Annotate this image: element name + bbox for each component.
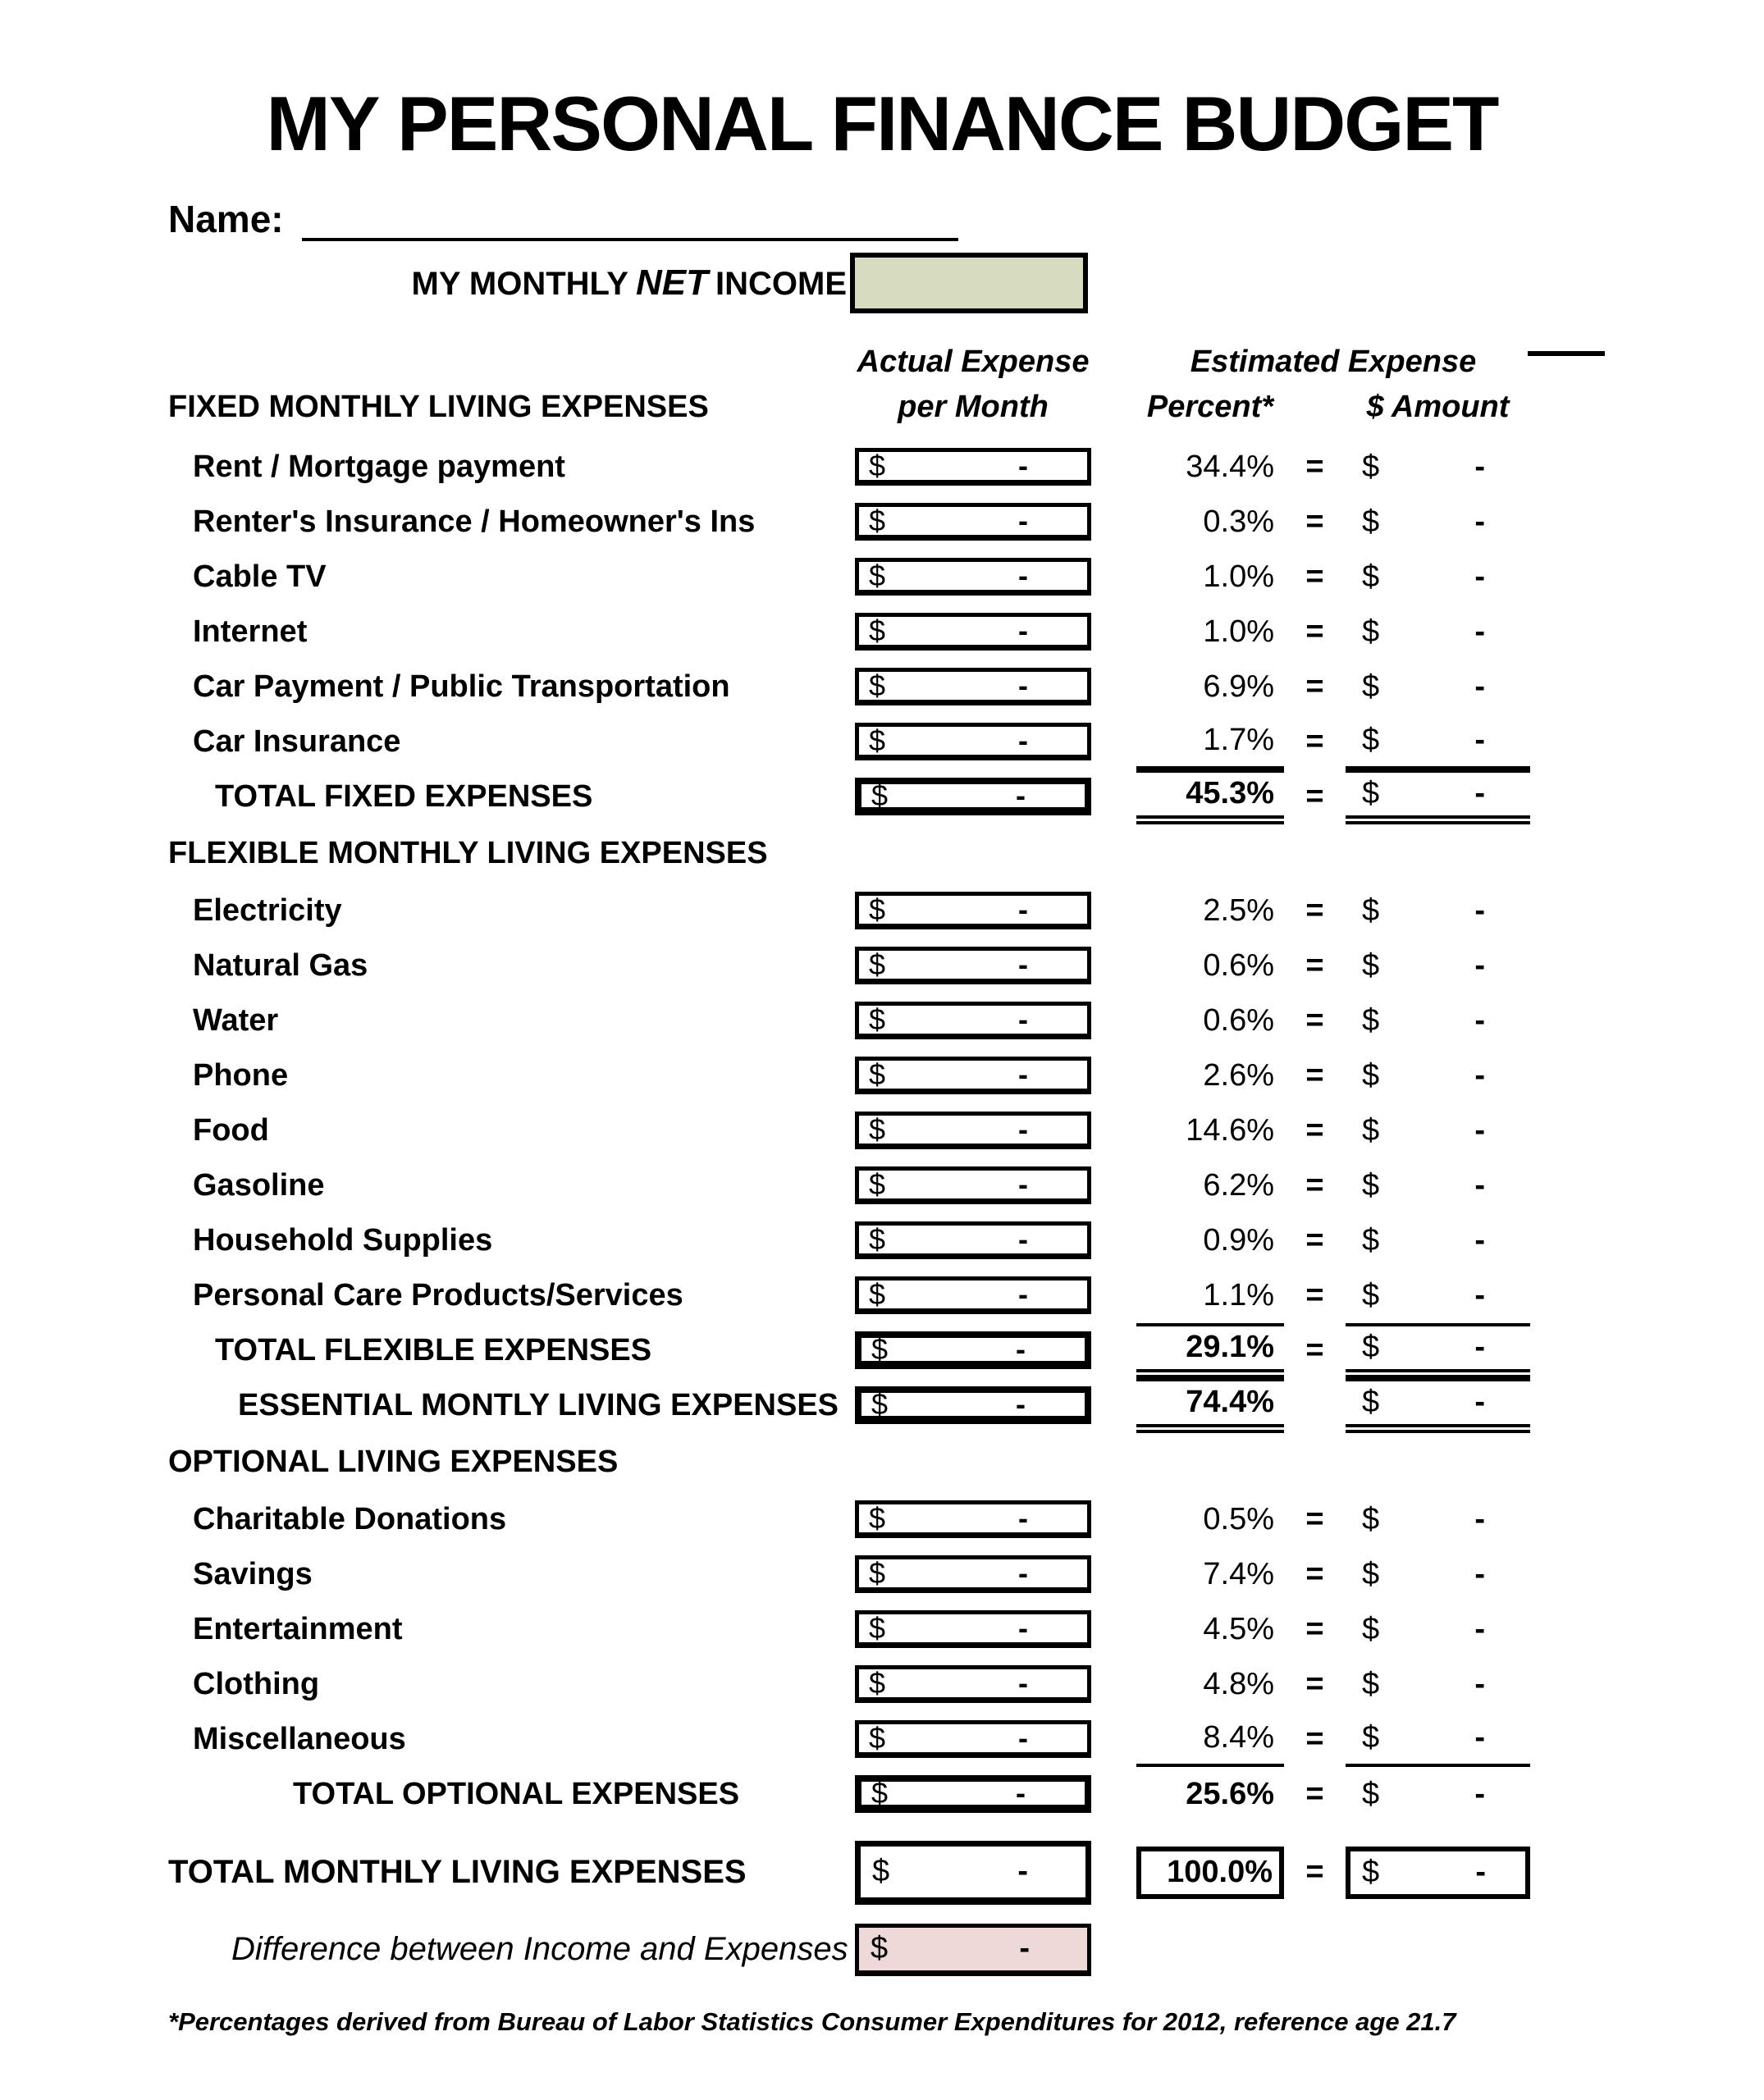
empty-value-dash: -: [1474, 892, 1485, 928]
expense-label: Food: [193, 1112, 269, 1148]
empty-value-dash: -: [1018, 1721, 1028, 1755]
actual-expense-input[interactable]: [855, 1057, 1091, 1094]
equals-sign: =: [1305, 1002, 1324, 1038]
estimated-amount: [1346, 883, 1530, 938]
spacer: [1091, 440, 1136, 495]
dollar-sign: $: [1362, 504, 1380, 539]
expense-label: Personal Care Products/Services: [193, 1277, 683, 1312]
actual-expense-input[interactable]: [855, 1221, 1091, 1259]
expense-label: Natural Gas: [193, 947, 368, 983]
spacer: [1091, 769, 1136, 824]
essential-total-row: [0, 1378, 1764, 1433]
expense-row: [0, 714, 1764, 769]
dollar-sign: $: [1362, 1719, 1380, 1755]
expense-label: Car Payment / Public Transportation: [193, 669, 730, 704]
expense-label: Cable TV: [193, 559, 327, 594]
expense-label: Entertainment: [193, 1611, 403, 1646]
empty-value-dash: -: [1474, 449, 1485, 484]
section-header-flexible: FLEXIBLE MONTHLY LIVING EXPENSES: [168, 836, 768, 871]
actual-expense-input[interactable]: [855, 723, 1091, 760]
estimated-amount: [1346, 1323, 1530, 1378]
equals-sign: =: [1305, 559, 1324, 594]
name-input-line[interactable]: [302, 200, 958, 241]
expense-row: [0, 1657, 1764, 1712]
empty-value-dash: -: [1474, 1501, 1485, 1536]
actual-expense-input[interactable]: [855, 1555, 1091, 1593]
expense-row: [0, 1492, 1764, 1547]
spacer: [1091, 993, 1136, 1048]
empty-value-dash: -: [1018, 669, 1028, 703]
dollar-sign: $: [871, 1332, 889, 1367]
expense-label: Water: [193, 1002, 279, 1038]
expense-row: [0, 993, 1764, 1048]
expense-row: [0, 1048, 1764, 1103]
dollar-sign: $: [1362, 947, 1380, 983]
expense-row: [0, 1547, 1764, 1602]
estimated-amount: [1346, 1213, 1530, 1268]
empty-value-dash: -: [1018, 1002, 1028, 1037]
difference-row: [0, 1917, 1764, 1983]
expense-row: [0, 1103, 1764, 1158]
total-expense-box[interactable]: [855, 1386, 1091, 1424]
dollar-sign: $: [1362, 1501, 1380, 1536]
income-label-pre: MY MONTHLY: [411, 265, 628, 302]
empty-value-dash: -: [1018, 1057, 1028, 1092]
equals-sign: =: [1305, 1855, 1324, 1890]
equals-sign: =: [1305, 1556, 1324, 1591]
expense-row: [0, 605, 1764, 660]
equals-sign: =: [1305, 892, 1324, 928]
actual-expense-input[interactable]: [855, 558, 1091, 596]
estimated-amount: [1346, 769, 1530, 824]
spacer: [1091, 495, 1136, 550]
spacer: [1091, 1547, 1136, 1602]
dollar-sign: $: [1362, 1855, 1380, 1890]
actual-expense-input[interactable]: [855, 892, 1091, 929]
dollar-sign: $: [1362, 449, 1380, 484]
empty-value-dash: -: [1016, 778, 1026, 813]
grand-total-row: [0, 1833, 1764, 1912]
equals-sign: =: [1305, 504, 1324, 539]
expense-label: Electricity: [193, 892, 342, 928]
spacer: [1284, 384, 1346, 431]
dollar-sign: $: [872, 1854, 890, 1889]
estimated-amount: [1346, 714, 1530, 769]
actual-expense-input[interactable]: [855, 448, 1091, 486]
spacer: [1091, 1103, 1136, 1158]
budget-table: [0, 440, 1764, 1983]
total-row: [0, 1323, 1764, 1378]
total-label: TOTAL OPTIONAL EXPENSES: [293, 1776, 740, 1811]
dollar-sign: $: [869, 892, 886, 927]
empty-value-dash: -: [1475, 1855, 1486, 1890]
page-title: MY PERSONAL FINANCE BUDGET: [266, 80, 1498, 167]
empty-value-dash: -: [1018, 1611, 1028, 1646]
empty-value-dash: -: [1474, 1666, 1485, 1701]
total-expense-box[interactable]: [855, 1775, 1091, 1813]
grand-total-label: TOTAL MONTHLY LIVING EXPENSES: [168, 1854, 747, 1891]
empty-value-dash: -: [1474, 1167, 1485, 1203]
spacer: [1091, 1268, 1136, 1323]
estimated-amount: [1346, 1602, 1530, 1657]
empty-value-dash: -: [1474, 559, 1485, 594]
name-label: Name:: [168, 197, 284, 240]
estimated-amount: [1346, 1547, 1530, 1602]
expense-label: Clothing: [193, 1666, 320, 1701]
expense-label: Gasoline: [193, 1167, 325, 1203]
empty-value-dash: -: [1018, 1167, 1028, 1202]
per-month-header: per Month: [898, 390, 1049, 425]
empty-value-dash: -: [1474, 669, 1485, 704]
spacer: [1091, 341, 1136, 384]
estimated-percent: 45.3%: [1136, 769, 1284, 824]
dollar-sign: $: [871, 1931, 889, 1966]
empty-value-dash: -: [1016, 1776, 1026, 1810]
empty-value-dash: -: [1474, 1719, 1485, 1755]
spacer: [1091, 1657, 1136, 1712]
estimated-amount: [1346, 660, 1530, 714]
income-label: [0, 262, 850, 304]
dollar-sign: $: [869, 1666, 886, 1701]
column-header-row-2: [0, 384, 1764, 431]
spacer: [1091, 1378, 1136, 1433]
actual-expense-input[interactable]: [855, 1610, 1091, 1648]
spacer: [1091, 1323, 1136, 1378]
estimated-percent: 34.4%: [1186, 449, 1274, 484]
empty-value-dash: -: [1474, 1112, 1485, 1148]
column-header-row-1: [0, 341, 1764, 384]
equals-sign: =: [1305, 1277, 1324, 1312]
estimated-percent: 25.6%: [1186, 1776, 1274, 1811]
estimated-percent: 4.8%: [1203, 1666, 1274, 1701]
actual-expense-input[interactable]: [855, 1665, 1091, 1703]
total-monthly-expense-box[interactable]: [855, 1841, 1091, 1905]
estimated-expense-header: Estimated Expense: [1190, 345, 1477, 380]
dollar-sign: $: [869, 1002, 886, 1037]
income-row: [0, 253, 1764, 313]
empty-value-dash: -: [1474, 1277, 1485, 1312]
expense-row: [0, 495, 1764, 550]
estimated-amount: [1346, 495, 1530, 550]
empty-value-dash: -: [1018, 449, 1028, 483]
empty-value-dash: -: [1474, 504, 1485, 539]
estimated-percent: 1.0%: [1203, 559, 1274, 594]
expense-row: [0, 440, 1764, 495]
total-label: TOTAL FIXED EXPENSES: [215, 778, 593, 814]
dollar-sign: $: [871, 778, 889, 813]
expense-label: Rent / Mortgage payment: [193, 449, 565, 484]
expense-label: Renter's Insurance / Homeowner's Ins: [193, 504, 756, 539]
actual-expense-input[interactable]: [855, 1166, 1091, 1204]
empty-value-dash: -: [1018, 559, 1028, 593]
dollar-sign: $: [869, 1222, 886, 1257]
empty-value-dash: -: [1016, 1332, 1026, 1367]
empty-value-dash: -: [1474, 776, 1485, 811]
empty-value-dash: -: [1018, 1112, 1028, 1147]
dollar-sign: $: [869, 504, 886, 538]
actual-expense-input[interactable]: [855, 668, 1091, 705]
difference-label: Difference between Income and Expenses: [231, 1931, 848, 1968]
total-expense-box[interactable]: [855, 1331, 1091, 1369]
empty-value-dash: -: [1018, 1666, 1028, 1701]
estimated-percent: 0.9%: [1203, 1222, 1274, 1258]
dollar-sign: $: [1362, 1611, 1380, 1646]
expense-row: [0, 883, 1764, 938]
spacer: [1091, 1158, 1136, 1213]
dollar-sign: $: [1362, 1385, 1380, 1420]
estimated-amount: [1346, 1712, 1530, 1767]
empty-value-dash: -: [1474, 614, 1485, 649]
total-expense-box[interactable]: [855, 778, 1091, 815]
estimated-amount: [1346, 938, 1530, 993]
empty-value-dash: -: [1474, 1385, 1485, 1420]
estimated-percent: 8.4%: [1136, 1712, 1284, 1767]
expense-row: [0, 660, 1764, 714]
difference-input[interactable]: [855, 1924, 1091, 1976]
estimated-percent: 1.7%: [1136, 714, 1284, 769]
expense-row: [0, 1158, 1764, 1213]
spacer: [1091, 1213, 1136, 1268]
expense-label: Household Supplies: [193, 1222, 493, 1258]
dollar-sign: $: [869, 1501, 886, 1536]
equals-sign: =: [1305, 614, 1324, 649]
estimated-percent: 0.3%: [1203, 504, 1274, 539]
spacer: [1091, 384, 1136, 431]
total-row: [0, 1767, 1764, 1822]
expense-row: [0, 550, 1764, 605]
actual-expense-input[interactable]: [855, 1500, 1091, 1538]
equals-sign: =: [1305, 449, 1324, 484]
empty-value-dash: -: [1018, 504, 1028, 538]
empty-value-dash: -: [1474, 1222, 1485, 1258]
spacer: [1091, 1602, 1136, 1657]
dollar-sign: $: [869, 559, 886, 593]
dollar-sign: $: [869, 1277, 886, 1312]
expense-label: Miscellaneous: [193, 1721, 406, 1756]
expense-label: Savings: [193, 1556, 313, 1591]
actual-expense-input[interactable]: [855, 1002, 1091, 1039]
total-percent-box[interactable]: 100.0%: [1136, 1847, 1284, 1899]
dollar-sign: $: [869, 1611, 886, 1646]
dollar-sign: $: [1362, 1002, 1380, 1038]
empty-value-dash: -: [1474, 1556, 1485, 1591]
amount-header: $ Amount: [1366, 390, 1510, 425]
expense-label: Phone: [193, 1057, 289, 1093]
estimated-amount: [1346, 1103, 1530, 1158]
expense-label: Internet: [193, 614, 308, 649]
estimated-percent: 1.1%: [1203, 1277, 1274, 1312]
dollar-sign: $: [1362, 722, 1380, 757]
actual-expense-input[interactable]: [855, 1112, 1091, 1149]
dollar-sign: $: [1362, 1277, 1380, 1312]
expense-row: [0, 1602, 1764, 1657]
dollar-sign: $: [869, 669, 886, 703]
estimated-total-box[interactable]: [1346, 1847, 1530, 1899]
spacer: [1091, 1492, 1136, 1547]
empty-value-dash: -: [1019, 1931, 1030, 1966]
empty-value-dash: -: [1017, 1854, 1028, 1889]
percent-header: Percent*: [1146, 390, 1274, 425]
equals-sign: =: [1305, 1721, 1324, 1756]
dollar-sign: $: [869, 1721, 886, 1755]
estimated-amount: [1346, 1158, 1530, 1213]
estimated-percent: 6.2%: [1203, 1167, 1274, 1203]
empty-value-dash: -: [1474, 1776, 1485, 1811]
expense-row: [0, 938, 1764, 993]
estimated-percent: 6.9%: [1203, 669, 1274, 704]
estimated-percent: 14.6%: [1186, 1112, 1274, 1148]
spacer: [1091, 1048, 1136, 1103]
equals-sign: =: [1305, 1167, 1324, 1203]
actual-expense-input[interactable]: [855, 613, 1091, 651]
estimated-percent: 1.0%: [1203, 614, 1274, 649]
empty-value-dash: -: [1018, 892, 1028, 927]
estimated-percent: 0.6%: [1203, 1002, 1274, 1038]
empty-value-dash: -: [1018, 1556, 1028, 1591]
estimated-percent: 0.5%: [1203, 1501, 1274, 1536]
equals-sign: =: [1305, 1501, 1324, 1536]
dollar-sign: $: [1362, 892, 1380, 928]
dollar-sign: $: [869, 1167, 886, 1202]
dollar-sign: $: [871, 1776, 889, 1810]
empty-value-dash: -: [1016, 1387, 1026, 1422]
expense-row: [0, 1213, 1764, 1268]
equals-sign: =: [1305, 1332, 1324, 1367]
empty-value-dash: -: [1018, 1501, 1028, 1536]
empty-value-dash: -: [1474, 1330, 1485, 1365]
dollar-sign: $: [869, 947, 886, 982]
empty-value-dash: -: [1474, 1002, 1485, 1038]
equals-sign: =: [1305, 724, 1324, 759]
estimated-amount: [1346, 1492, 1530, 1547]
spacer: [1091, 660, 1136, 714]
section-header-optional: OPTIONAL LIVING EXPENSES: [168, 1445, 619, 1480]
expense-row: [0, 1712, 1764, 1767]
equals-sign: =: [1305, 1666, 1324, 1701]
dollar-sign: $: [869, 1057, 886, 1092]
dollar-sign: $: [1362, 1057, 1380, 1093]
spacer: [1091, 714, 1136, 769]
actual-expense-header: Actual Expense: [857, 345, 1090, 380]
spacer: [1091, 1767, 1136, 1822]
dollar-sign: $: [1362, 776, 1380, 811]
dollar-sign: $: [1362, 614, 1380, 649]
estimated-percent: 29.1%: [1136, 1323, 1284, 1378]
spacer: [1091, 1712, 1136, 1767]
dollar-sign: $: [869, 449, 886, 483]
estimated-amount: [1346, 605, 1530, 660]
estimated-percent: 2.5%: [1203, 892, 1274, 928]
estimated-amount: [1346, 550, 1530, 605]
empty-value-dash: -: [1474, 722, 1485, 757]
dollar-sign: $: [871, 1387, 889, 1422]
estimated-amount: [1346, 1767, 1530, 1822]
equals-sign: =: [1305, 1112, 1324, 1148]
dollar-sign: $: [1362, 1222, 1380, 1258]
equals-sign: =: [1305, 1222, 1324, 1258]
spacer: [0, 341, 855, 384]
empty-value-dash: -: [1474, 947, 1485, 983]
estimated-percent: 2.6%: [1203, 1057, 1274, 1093]
estimated-amount: [1346, 1378, 1530, 1433]
estimated-amount: [1346, 1268, 1530, 1323]
empty-value-dash: -: [1018, 614, 1028, 648]
spacer: [1091, 550, 1136, 605]
equals-sign: =: [1305, 1611, 1324, 1646]
spacer: [1091, 605, 1136, 660]
total-label: ESSENTIAL MONTLY LIVING EXPENSES: [238, 1387, 839, 1422]
dollar-sign: $: [869, 614, 886, 648]
estimated-amount: [1346, 440, 1530, 495]
dollar-sign: $: [1362, 1666, 1380, 1701]
equals-sign: =: [1305, 947, 1324, 983]
expense-label: Car Insurance: [193, 724, 401, 759]
empty-value-dash: -: [1018, 947, 1028, 982]
actual-expense-input[interactable]: [855, 1720, 1091, 1758]
actual-expense-input[interactable]: [855, 1276, 1091, 1314]
expense-label: Charitable Donations: [193, 1501, 507, 1536]
stray-line: [1528, 351, 1605, 356]
monthly-net-income-input[interactable]: [850, 253, 1088, 313]
dollar-sign: $: [1362, 559, 1380, 594]
empty-value-dash: -: [1018, 724, 1028, 758]
empty-value-dash: -: [1018, 1222, 1028, 1257]
actual-expense-input[interactable]: [855, 947, 1091, 984]
spacer: [1091, 1833, 1136, 1912]
spacer: [1091, 938, 1136, 993]
estimated-amount: [1346, 1048, 1530, 1103]
dollar-sign: $: [869, 724, 886, 758]
estimated-percent: 0.6%: [1203, 947, 1274, 983]
footnote: *Percentages derived from Bureau of Labor Statistics Consumer Expenditures for 2012, reference age 21.7: [168, 2006, 1456, 2036]
estimated-amount: [1346, 993, 1530, 1048]
spacer: [1091, 883, 1136, 938]
empty-value-dash: -: [1474, 1611, 1485, 1646]
equals-sign: =: [1305, 1057, 1324, 1093]
equals-sign: =: [1305, 1776, 1324, 1811]
dollar-sign: $: [1362, 1556, 1380, 1591]
dollar-sign: $: [1362, 669, 1380, 704]
total-label: TOTAL FLEXIBLE EXPENSES: [215, 1332, 652, 1367]
actual-expense-input[interactable]: [855, 503, 1091, 541]
expense-row: [0, 1268, 1764, 1323]
equals-sign: =: [1305, 778, 1324, 814]
equals-sign: =: [1305, 669, 1324, 704]
total-row: [0, 769, 1764, 824]
section-header-fixed: FIXED MONTHLY LIVING EXPENSES: [168, 390, 709, 425]
name-row: [0, 189, 1764, 241]
empty-value-dash: -: [1474, 1057, 1485, 1093]
estimated-percent: 7.4%: [1203, 1556, 1274, 1591]
dollar-sign: $: [1362, 1112, 1380, 1148]
income-label-net: NET: [636, 262, 708, 303]
income-label-post: INCOME: [715, 265, 847, 302]
empty-value-dash: -: [1018, 1277, 1028, 1312]
dollar-sign: $: [1362, 1330, 1380, 1365]
estimated-amount: [1346, 1657, 1530, 1712]
dollar-sign: $: [869, 1556, 886, 1591]
estimated-percent: 4.5%: [1203, 1611, 1274, 1646]
dollar-sign: $: [869, 1112, 886, 1147]
estimated-percent: 74.4%: [1136, 1378, 1284, 1433]
dollar-sign: $: [1362, 1776, 1380, 1811]
dollar-sign: $: [1362, 1167, 1380, 1203]
